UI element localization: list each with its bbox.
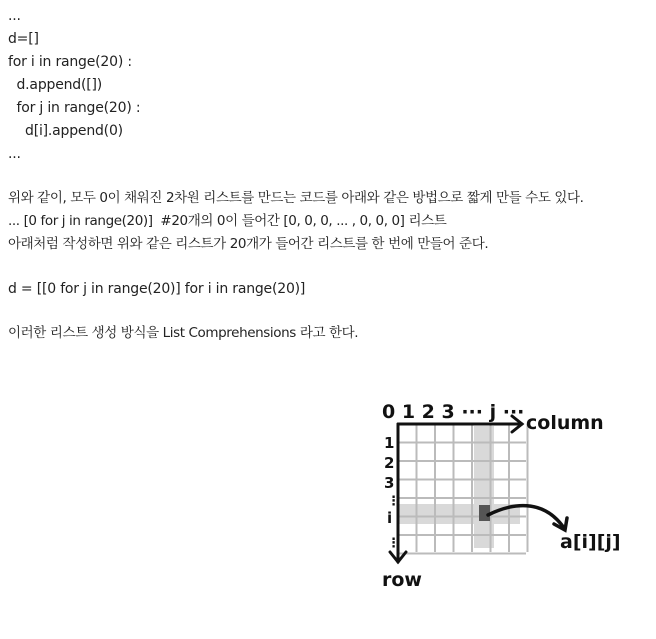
paragraph-line-3: 아래처럼 작성하면 위와 같은 리스트가 20개가 들어간 리스트를 한 번에 만들어 준다. bbox=[8, 236, 489, 252]
column-label: column bbox=[526, 412, 604, 434]
code-line-2: d=[] bbox=[8, 31, 39, 47]
comprehension-code-line: d = [[0 for j in range(20)] for i in range(20)] bbox=[8, 281, 306, 297]
array-diagram-svg bbox=[378, 392, 640, 592]
code-line-4: d.append([]) bbox=[8, 77, 103, 93]
code-line-6: d[i].append(0) bbox=[8, 123, 123, 139]
paragraph-line-1: 위와 같이, 모두 0이 채워진 2차원 리스트를 만드는 코드를 아래와 같은 방법으로 짧게 만들 수도 있다. bbox=[8, 190, 584, 206]
code-line-1: ... bbox=[8, 8, 21, 24]
grid-lines bbox=[398, 424, 528, 554]
row-index-2: 2 bbox=[384, 454, 395, 472]
row-index-dots-2: ⋮ bbox=[387, 536, 400, 551]
closing-sentence: 이러한 리스트 생성 방식을 List Comprehensions 라고 한다. bbox=[8, 325, 359, 341]
row-label: row bbox=[382, 569, 422, 591]
array-diagram bbox=[378, 392, 640, 592]
row-index-dots-1: ⋮ bbox=[387, 494, 400, 509]
row-index-i: i bbox=[387, 509, 393, 527]
cell-label: a[i][j] bbox=[560, 531, 621, 553]
column-index-label: 0 1 2 3 ··· j ··· bbox=[382, 401, 525, 423]
code-line-7: ... bbox=[8, 146, 21, 162]
row-index-1: 1 bbox=[384, 434, 395, 452]
code-line-3: for i in range(20) : bbox=[8, 54, 132, 70]
code-line-5: for j in range(20) : bbox=[8, 100, 141, 116]
paragraph-line-2: ... [0 for j in range(20)] #20개의 0이 들어간 [0, 0, 0, ... , 0, 0, 0] 리스트 bbox=[8, 213, 447, 229]
row-index-3: 3 bbox=[384, 474, 395, 492]
